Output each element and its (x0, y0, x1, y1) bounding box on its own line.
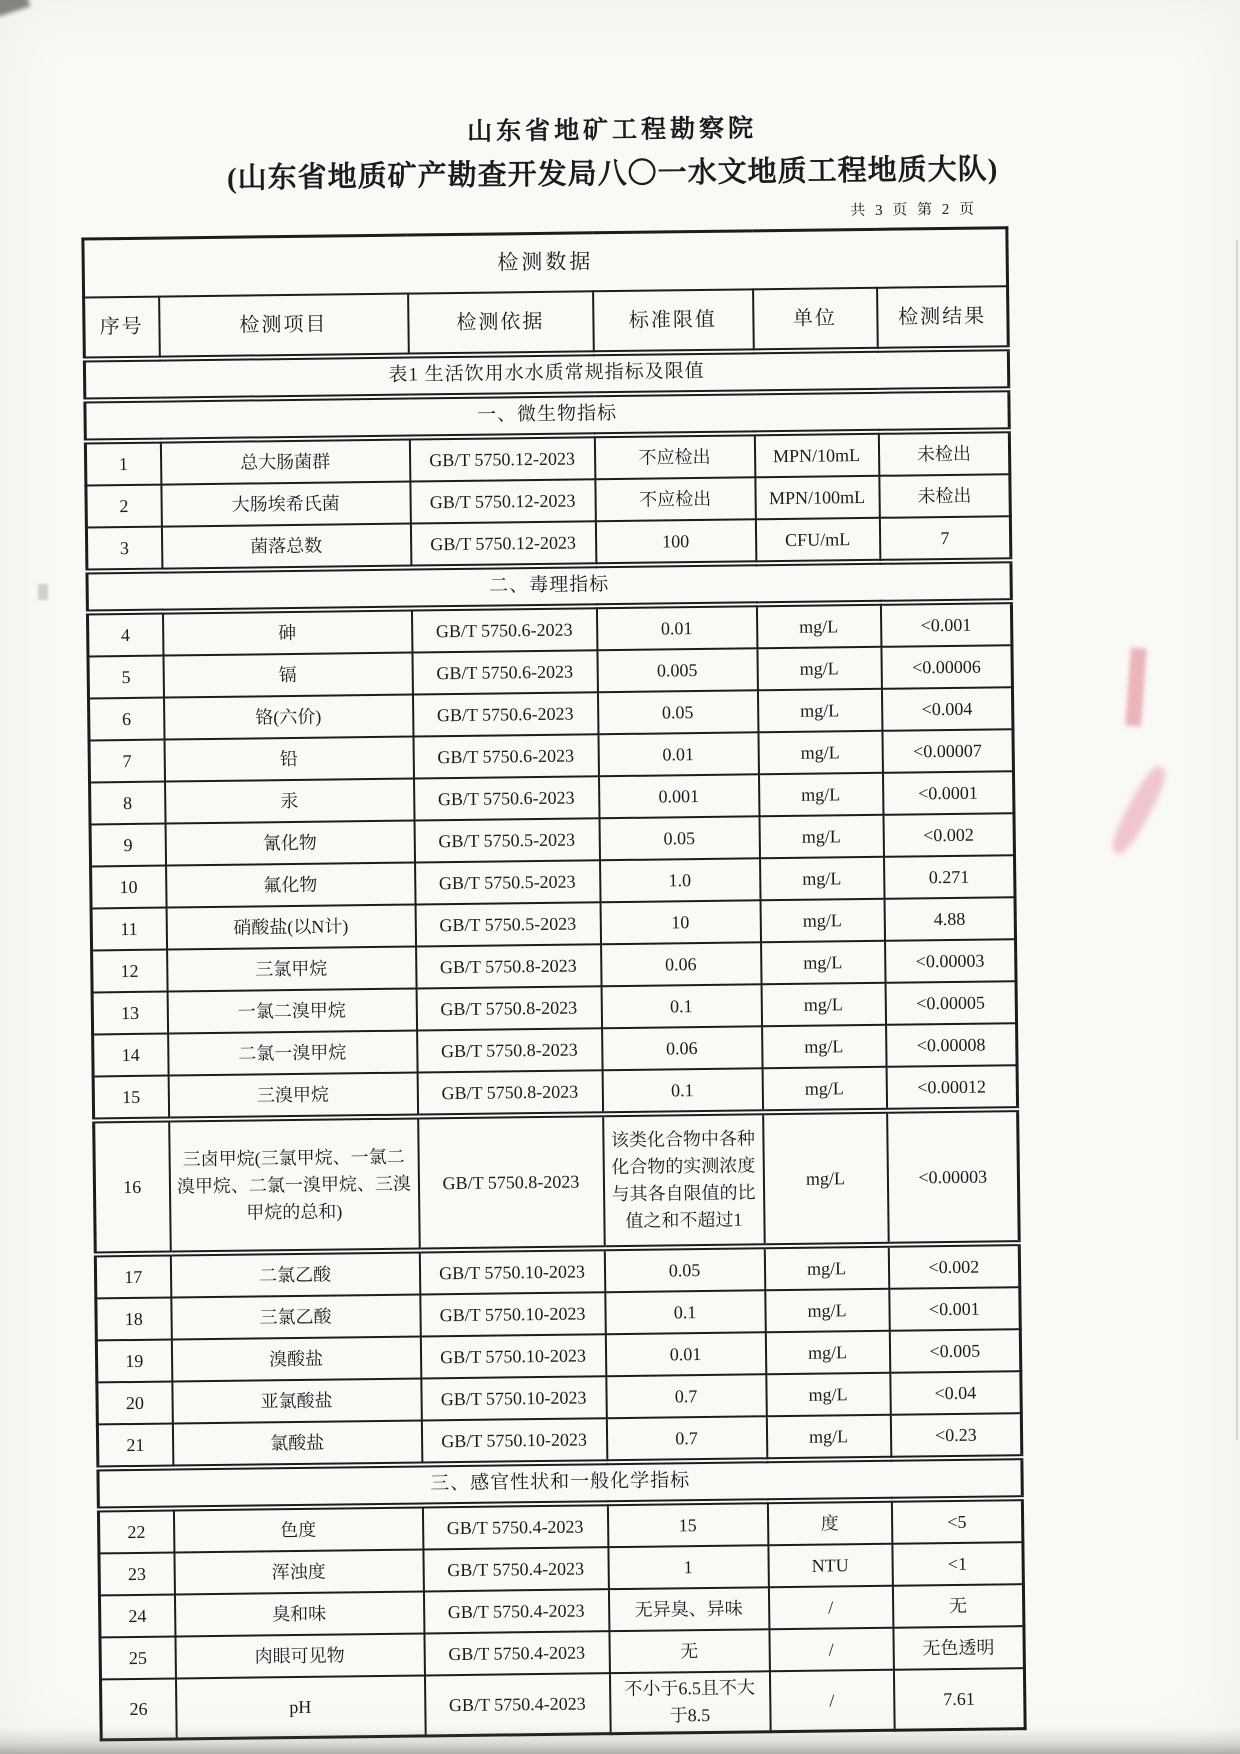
cell-method: GB/T 5750.5-2023 (414, 818, 599, 862)
cell-method: GB/T 5750.12-2023 (410, 521, 596, 567)
cell-result: <0.00012 (886, 1065, 1018, 1111)
cell-unit: mg/L (756, 603, 881, 649)
cell-limit: 无 (609, 1629, 770, 1673)
cell-limit: 0.005 (597, 648, 758, 692)
cell-no: 12 (92, 950, 168, 993)
column-header-result: 检测结果 (877, 286, 1009, 350)
table-header-row (84, 286, 1009, 359)
cell-limit: 不应检出 (595, 477, 756, 521)
cell-limit: 0.05 (599, 816, 760, 860)
table-caption: 表1 生活饮用水水质常规指标及限值 (84, 348, 1008, 400)
cell-no: 10 (91, 866, 167, 909)
cell-no: 15 (93, 1076, 169, 1121)
cell-result: 未检出 (879, 474, 1011, 518)
cell-method: GB/T 5750.4-2023 (422, 1503, 608, 1549)
cell-result: <0.001 (880, 601, 1012, 647)
cell-item: 三氯乙酸 (171, 1294, 420, 1339)
cell-no: 17 (95, 1254, 171, 1299)
cell-method: GB/T 5750.10-2023 (421, 1376, 606, 1420)
cell-method: GB/T 5750.12-2023 (409, 435, 595, 481)
cell-limit: 0.05 (597, 690, 758, 734)
cell-limit: 该类化合物中各种化合物的实测浓度与其各自限值的比值之和不超过1 (603, 1112, 765, 1248)
cell-method: GB/T 5750.4-2023 (423, 1547, 608, 1591)
cell-limit: 0.06 (602, 1026, 763, 1070)
cell-item: 铬(六价) (164, 695, 413, 740)
cell-no: 16 (94, 1120, 171, 1255)
column-header-no: 序号 (84, 297, 160, 360)
document-content (0, 102, 1240, 1754)
cell-result: <0.00003 (885, 939, 1017, 983)
cell-item: 氟化物 (166, 863, 415, 908)
cell-item: 总大肠菌群 (160, 438, 410, 485)
cell-limit: 0.01 (605, 1332, 766, 1376)
cell-method: GB/T 5750.6-2023 (412, 692, 597, 736)
section-header: 二、毒理指标 (87, 560, 1011, 612)
cell-result: 无 (892, 1584, 1024, 1628)
cell-no: 18 (96, 1298, 172, 1341)
cell-item: 臭和味 (174, 1591, 423, 1636)
cell-limit: 0.1 (601, 984, 762, 1028)
cell-item: 菌落总数 (161, 524, 411, 571)
cell-unit: MPN/10mL (754, 432, 879, 478)
cell-result: <1 (892, 1542, 1024, 1586)
cell-result: <0.00003 (887, 1109, 1020, 1245)
cell-method: GB/T 5750.8-2023 (418, 1114, 605, 1250)
cell-item: 三氯甲烷 (167, 947, 416, 992)
cell-limit: 0.1 (605, 1290, 766, 1334)
cell-limit: 0.7 (606, 1374, 767, 1418)
section-header: 三、感官性状和一般化学指标 (98, 1457, 1022, 1509)
cell-unit: mg/L (762, 1067, 887, 1113)
cell-no: 4 (87, 612, 163, 657)
cell-unit: MPN/100mL (755, 476, 880, 520)
cell-no: 19 (96, 1340, 172, 1383)
cell-unit: mg/L (760, 857, 885, 901)
cell-item: 二氯一溴甲烷 (168, 1031, 417, 1076)
scan-corner-smudge (0, 0, 30, 17)
cell-unit: mg/L (757, 647, 882, 691)
table-title: 检测数据 (83, 228, 1008, 298)
cell-limit: 0.06 (601, 942, 762, 986)
cell-limit: 0.1 (602, 1068, 763, 1114)
cell-item: 镉 (163, 653, 412, 698)
cell-no: 11 (91, 908, 167, 951)
cell-unit: mg/L (760, 899, 885, 943)
cell-limit: 无异臭、异味 (608, 1587, 769, 1631)
cell-method: GB/T 5750.10-2023 (419, 1248, 605, 1294)
cell-unit: CFU/mL (755, 518, 880, 564)
cell-unit: mg/L (765, 1289, 890, 1333)
cell-no: 26 (100, 1678, 176, 1739)
table-row (94, 1109, 1020, 1254)
cell-method: GB/T 5750.8-2023 (417, 1070, 603, 1116)
cell-method: GB/T 5750.6-2023 (413, 734, 598, 778)
cell-no: 9 (90, 824, 166, 867)
cell-no: 7 (89, 740, 165, 783)
cell-result: <0.23 (890, 1413, 1022, 1459)
cell-no: 13 (92, 992, 168, 1035)
cell-result: 7 (879, 516, 1011, 562)
cell-method: GB/T 5750.6-2023 (411, 606, 597, 652)
cell-item: 氯酸盐 (172, 1420, 422, 1467)
cell-no: 21 (97, 1424, 173, 1469)
cell-unit: mg/L (758, 773, 883, 817)
cell-unit: mg/L (763, 1111, 889, 1247)
cell-result: <0.00006 (881, 645, 1013, 689)
cell-item: 色度 (173, 1505, 423, 1552)
cell-no: 20 (97, 1382, 173, 1425)
cell-unit: mg/L (758, 731, 883, 775)
cell-method: GB/T 5750.5-2023 (415, 902, 600, 946)
cell-no: 22 (98, 1509, 174, 1554)
cell-result: <0.0001 (882, 771, 1014, 815)
cell-method: GB/T 5750.10-2023 (420, 1292, 605, 1336)
cell-method: GB/T 5750.4-2023 (423, 1589, 608, 1633)
section-header: 一、微生物指标 (85, 389, 1009, 441)
cell-result: 4.88 (884, 897, 1016, 941)
cell-unit: / (769, 1628, 894, 1672)
cell-method: GB/T 5750.8-2023 (416, 944, 601, 988)
cell-result: <5 (891, 1498, 1023, 1544)
cell-result: <0.00007 (882, 729, 1014, 773)
cell-method: GB/T 5750.12-2023 (410, 479, 595, 523)
cell-no: 23 (99, 1553, 175, 1596)
cell-no: 5 (88, 656, 164, 699)
cell-method: GB/T 5750.5-2023 (415, 860, 600, 904)
cell-no: 8 (90, 782, 166, 825)
cell-result: <0.04 (890, 1371, 1022, 1415)
cell-unit: mg/L (765, 1331, 890, 1375)
cell-limit: 10 (600, 900, 761, 944)
cell-result: <0.004 (881, 687, 1013, 731)
cell-limit: 0.01 (596, 604, 757, 650)
cell-result: 未检出 (878, 430, 1010, 476)
cell-result: <0.00008 (886, 1023, 1018, 1067)
org-subtitle: (山东省地质矿产勘查开发局八〇一水文地质工程地质大队) (226, 153, 999, 195)
cell-limit: 不小于6.5且不大于8.5 (609, 1671, 770, 1733)
cell-item: 亚氯酸盐 (172, 1378, 421, 1423)
org-title: 山东省地矿工程勘察院 (466, 115, 758, 146)
cell-limit: 1 (608, 1545, 769, 1589)
results-table-body (84, 348, 1025, 1740)
cell-item: 肉眼可见物 (175, 1633, 424, 1678)
cell-method: GB/T 5750.4-2023 (424, 1631, 609, 1675)
cell-result: 0.271 (884, 855, 1016, 899)
page-number-info: 共 3 页 第 2 页 (850, 201, 978, 220)
cell-unit: mg/L (762, 1025, 887, 1069)
cell-limit: 1.0 (600, 858, 761, 902)
cell-result: <0.00005 (885, 981, 1017, 1025)
cell-method: GB/T 5750.4-2023 (424, 1673, 610, 1736)
cell-no: 2 (86, 485, 162, 528)
cell-item: 汞 (165, 779, 414, 824)
cell-result: 7.61 (893, 1668, 1025, 1730)
cell-unit: mg/L (757, 689, 882, 733)
cell-unit: mg/L (766, 1415, 891, 1461)
cell-unit: mg/L (761, 941, 886, 985)
cell-result: <0.002 (883, 813, 1015, 857)
cell-unit: mg/L (759, 815, 884, 859)
cell-item: pH (175, 1675, 425, 1739)
cell-unit: 度 (767, 1500, 892, 1546)
cell-no: 3 (86, 527, 162, 572)
cell-item: 溴酸盐 (171, 1336, 420, 1381)
cell-limit: 0.7 (606, 1416, 767, 1462)
cell-limit: 0.01 (598, 732, 759, 776)
cell-method: GB/T 5750.6-2023 (414, 776, 599, 820)
cell-unit: / (768, 1586, 893, 1630)
column-header-item: 检测项目 (159, 294, 409, 359)
cell-item: 一氯二溴甲烷 (167, 989, 416, 1034)
cell-no: 14 (93, 1034, 169, 1077)
cell-result: <0.005 (889, 1329, 1021, 1373)
cell-result: <0.001 (889, 1287, 1021, 1331)
cell-item: 砷 (162, 609, 412, 656)
cell-limit: 100 (595, 519, 756, 565)
cell-limit: 0.001 (598, 774, 759, 818)
column-header-limit: 标准限值 (593, 289, 754, 353)
left-margin-smudge (38, 584, 48, 600)
cell-item: 氰化物 (165, 821, 414, 866)
cell-method: GB/T 5750.10-2023 (421, 1418, 607, 1464)
cell-result: <0.002 (888, 1243, 1020, 1289)
cell-limit: 0.05 (604, 1246, 765, 1292)
cell-no: 6 (89, 698, 165, 741)
cell-no: 1 (85, 441, 161, 486)
cell-unit: NTU (768, 1544, 893, 1588)
column-header-method: 检测依据 (408, 291, 594, 355)
cell-unit: mg/L (761, 983, 886, 1027)
cell-no: 24 (99, 1595, 175, 1638)
cell-item: 大肠埃希氏菌 (161, 482, 410, 527)
column-header-unit: 单位 (753, 288, 878, 352)
cell-no: 25 (100, 1637, 176, 1680)
cell-limit: 不应检出 (594, 433, 755, 479)
cell-item: 三溴甲烷 (168, 1073, 418, 1120)
cell-method: GB/T 5750.6-2023 (412, 650, 597, 694)
cell-limit: 15 (607, 1501, 768, 1547)
cell-item: 二氯乙酸 (170, 1250, 420, 1297)
cell-item: 硝酸盐(以N计) (166, 905, 415, 950)
cell-method: GB/T 5750.10-2023 (420, 1334, 605, 1378)
cell-method: GB/T 5750.8-2023 (416, 986, 601, 1030)
cell-item: 浑浊度 (174, 1549, 423, 1594)
cell-method: GB/T 5750.8-2023 (417, 1028, 602, 1072)
cell-item: 铅 (164, 737, 413, 782)
cell-unit: / (769, 1670, 894, 1732)
table-row (100, 1668, 1025, 1740)
cell-result: 无色透明 (893, 1626, 1025, 1670)
cell-unit: mg/L (764, 1245, 889, 1291)
test-data-table (81, 226, 1026, 1741)
cell-item: 三卤甲烷(三氯甲烷、一氯二溴甲烷、二氯一溴甲烷、三溴甲烷的总和) (169, 1116, 420, 1253)
cell-unit: mg/L (766, 1373, 891, 1417)
